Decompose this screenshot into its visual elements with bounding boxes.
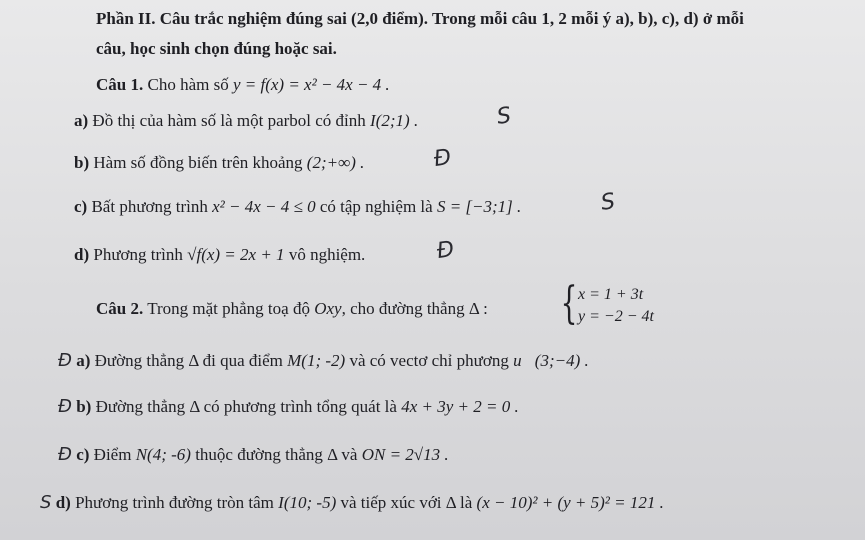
handwritten-mark-q2a: Đ [58, 350, 72, 371]
q2-item-a: Đ a) Đường thẳng Δ đi qua điểm M(1; -2) và có vectơ chỉ phương u⃗(3;−4) . [58, 350, 589, 371]
part-heading: Phần II. Câu trắc nghiệm đúng sai (2,0 điểm). Trong mỗi câu 1, 2 mỗi ý a), b), c), d) ở mỗi [96, 9, 744, 28]
q2-system-eq1: x = 1 + 3t [578, 286, 644, 303]
handwritten-mark-q1a: S [495, 103, 513, 130]
q1-title: Câu 1. [96, 75, 144, 94]
system-brace: { [560, 278, 578, 329]
part-heading-cont: câu, học sinh chọn đúng hoặc sai. [96, 39, 337, 58]
q2-system [578, 286, 654, 326]
handwritten-mark-q1d: Đ [435, 236, 456, 265]
q1-item-d: d) Phương trình √f(x) = 2x + 1 vô nghiệm. [74, 245, 366, 264]
handwritten-mark-q2d: S [40, 492, 52, 513]
q2-item-c: Đ c) Điểm N(4; -6) thuộc đường thẳng Δ và ON = 2√13 . [58, 444, 449, 465]
q1-function: y = f(x) = x² − 4x − 4 . [232, 75, 390, 94]
q1-header [96, 74, 390, 96]
q1-item-a: a) Đồ thị của hàm số là một parbol có đỉnh I(2;1) . [74, 111, 419, 130]
q2-item-d: S d) Phương trình đường tròn tâm I(10; -5) và tiếp xúc với Δ là (x − 10)² + (y + 5)² = 121 . [40, 492, 664, 513]
handwritten-mark-q1b: Đ [432, 144, 453, 173]
q1-item-b: b) Hàm số đồng biến trên khoảng (2;+∞) . [74, 153, 365, 172]
q1-intro: Cho hàm số [147, 75, 229, 94]
q2-title: Câu 2. [96, 299, 144, 318]
q2-header: Câu 2. Trong mặt phẳng toạ độ Oxy, cho đường thẳng Δ : [96, 299, 488, 318]
q1-item-c: c) Bất phương trình x² − 4x − 4 ≤ 0 có tập nghiệm là S = [−3;1] . [74, 197, 522, 216]
handwritten-mark-q1c: S [599, 189, 617, 216]
handwritten-mark-q2c: Đ [58, 444, 72, 465]
q2-item-b: Đ b) Đường thẳng Δ có phương trình tổng quát là 4x + 3y + 2 = 0 . [58, 396, 519, 417]
handwritten-mark-q2b: Đ [58, 396, 72, 417]
q2-system-eq2: y = −2 − 4t [578, 308, 654, 325]
